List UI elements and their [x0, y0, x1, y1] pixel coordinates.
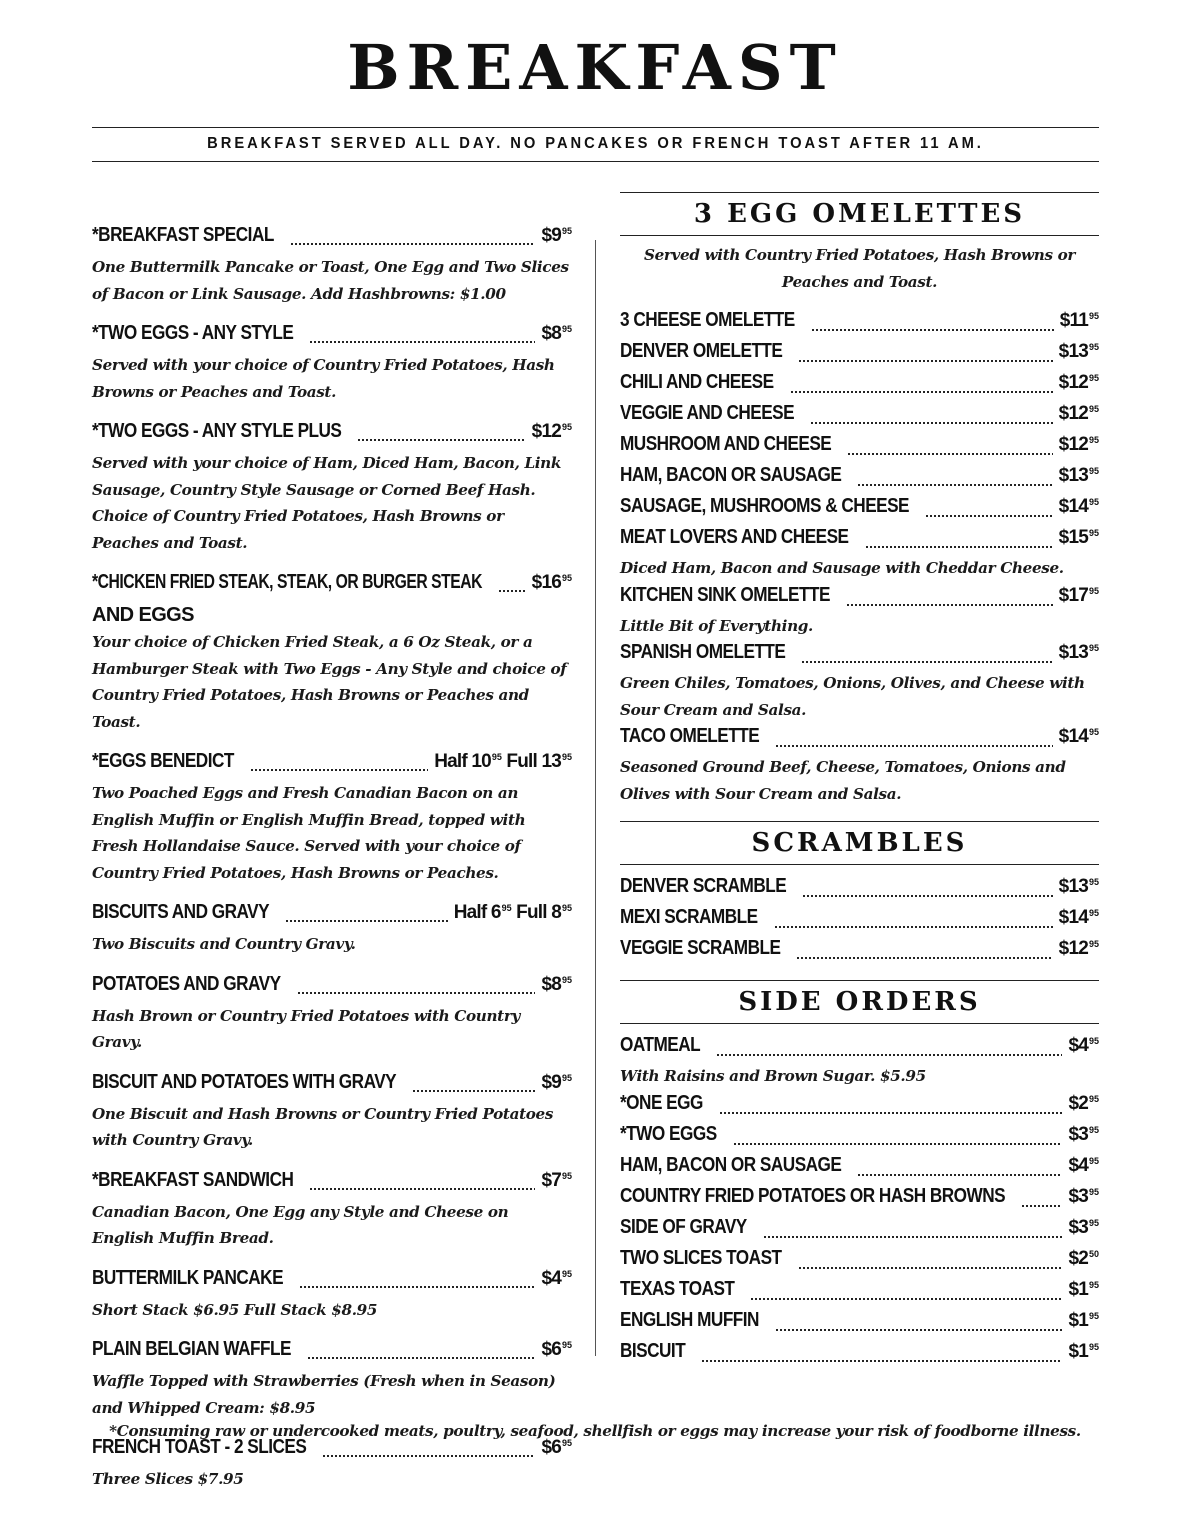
- menu-item-row: [620, 526, 1099, 557]
- menu-item: [92, 322, 572, 405]
- price-dollars: $12: [1058, 434, 1088, 455]
- item-price: [1059, 341, 1099, 363]
- item-price: [1068, 1217, 1099, 1239]
- menu-item: [620, 906, 1099, 937]
- price-dollars: $12: [1058, 403, 1088, 424]
- item-price: [532, 421, 572, 443]
- item-description: With Raisins and Brown Sugar. $5.95: [620, 1067, 926, 1085]
- price-cents: 95: [1088, 342, 1099, 352]
- price-dollars: $6: [541, 1339, 561, 1360]
- menu-item: [620, 371, 1099, 402]
- item-price: [1068, 1279, 1099, 1301]
- item-price: [1059, 403, 1099, 425]
- menu-item: [620, 309, 1099, 340]
- item-price: [541, 1268, 572, 1290]
- menu-item-row: [620, 1216, 1099, 1247]
- menu-item-row: [92, 1267, 572, 1297]
- dot-leader: [701, 1359, 1062, 1363]
- menu-item: [620, 495, 1099, 526]
- item-description: Green Chiles, Tomatoes, Onions, Olives, and Cheese with Sour Cream and Salsa.: [620, 674, 1085, 719]
- item-name: MUSHROOM AND CHEESE: [620, 433, 832, 455]
- item-price: [1060, 310, 1099, 332]
- sides-list: [620, 1034, 1099, 1371]
- menu-item: [92, 901, 572, 958]
- right-column: [620, 192, 1099, 1371]
- menu-item-row: [620, 1340, 1099, 1371]
- dot-leader: [802, 894, 1052, 898]
- dot-leader: [750, 1297, 1062, 1301]
- price-cents: 95: [1088, 311, 1099, 321]
- menu-item: [620, 1309, 1099, 1340]
- menu-item: [620, 875, 1099, 906]
- menu-item-row: [620, 1278, 1099, 1309]
- dot-leader: [309, 1187, 535, 1191]
- price-dollars: $13: [1058, 341, 1088, 362]
- dot-leader: [498, 589, 526, 593]
- menu-item-row: [92, 224, 572, 254]
- price-dollars: $13: [1058, 642, 1088, 663]
- item-price: [454, 902, 572, 924]
- item-price: [1068, 1155, 1099, 1177]
- item-name: SIDE OF GRAVY: [620, 1215, 747, 1238]
- item-description: Waffle Topped with Strawberries (Fresh when in Season) and Whipped Cream: $8.95: [92, 1372, 556, 1417]
- price-cents: 95: [1088, 497, 1099, 507]
- menu-item: [620, 1340, 1099, 1371]
- menu-item: [620, 725, 1099, 807]
- price-cents: 95: [1088, 1310, 1099, 1321]
- price-dollars: $9: [541, 1071, 561, 1093]
- item-name: ENGLISH MUFFIN: [620, 1308, 759, 1331]
- dot-leader: [810, 421, 1053, 425]
- menu-item-row: [620, 1123, 1099, 1154]
- item-price: [1068, 1186, 1099, 1208]
- price-cents: 95: [561, 752, 572, 762]
- price-full: Full 13: [501, 751, 561, 772]
- menu-item-row: [620, 402, 1099, 433]
- dot-leader: [798, 1266, 1063, 1270]
- menu-item-row: [620, 1092, 1099, 1123]
- item-description: Three Slices $7.95: [92, 1470, 244, 1488]
- dot-leader: [846, 603, 1053, 607]
- menu-item-row: [620, 1309, 1099, 1340]
- item-description: Seasoned Ground Beef, Cheese, Tomatoes, Onions and Olives with Sour Cream and Salsa.: [620, 758, 1066, 803]
- dot-leader: [285, 919, 448, 923]
- menu-item: [92, 1169, 572, 1252]
- item-price: [541, 1072, 572, 1094]
- item-name: *EGGS BENEDICT: [92, 750, 234, 772]
- dot-leader: [847, 452, 1052, 456]
- price-dollars: $4: [541, 1267, 561, 1289]
- menu-item: [92, 1267, 572, 1324]
- dot-leader: [796, 956, 1052, 960]
- price-cents: 95: [1088, 466, 1099, 476]
- menu-item: [620, 937, 1099, 968]
- price-dollars: $3: [1068, 1185, 1088, 1207]
- item-name: COUNTRY FRIED POTATOES OR HASH BROWNS: [620, 1184, 1006, 1207]
- subtitle-rule: [92, 161, 1099, 162]
- dot-leader: [309, 340, 535, 344]
- item-description: One Buttermilk Pancake or Toast, One Egg and Two Slices of Bacon or Link Sausage. Add Hashbrowns: $1.00: [92, 258, 569, 303]
- menu-item: [620, 1247, 1099, 1278]
- menu-item-row: [92, 973, 572, 1003]
- price-cents: 95: [1088, 373, 1099, 383]
- item-price: [1068, 1124, 1099, 1146]
- menu-item-row: [620, 495, 1099, 526]
- item-price: [434, 751, 572, 773]
- menu-item: [92, 1338, 572, 1421]
- item-name: HAM, BACON OR SAUSAGE: [620, 464, 842, 486]
- price-dollars: $1: [1068, 1309, 1088, 1331]
- item-price: [541, 1170, 572, 1192]
- price-dollars: $14: [1058, 907, 1088, 928]
- menu-item: [620, 1278, 1099, 1309]
- menu-item: [620, 1092, 1099, 1123]
- dot-leader: [775, 1328, 1062, 1332]
- dot-leader: [412, 1089, 535, 1093]
- item-price: [532, 572, 572, 594]
- dot-leader: [774, 925, 1053, 929]
- menu-item: [620, 1034, 1099, 1090]
- price-cents: 95: [561, 1170, 572, 1181]
- dot-leader: [798, 359, 1052, 363]
- menu-item-row: [620, 433, 1099, 464]
- menu-item: [92, 420, 572, 556]
- price-cents: 95: [1088, 404, 1099, 414]
- item-name: *TWO EGGS - ANY STYLE PLUS: [92, 420, 342, 442]
- price-cents: 95: [1088, 1341, 1099, 1352]
- price-cents: 95: [561, 1340, 572, 1350]
- omelettes-heading: 3 EGG OMELETTES: [620, 192, 1099, 236]
- menu-item: [620, 584, 1099, 640]
- dot-leader: [250, 768, 428, 772]
- price-cents: 95: [561, 226, 572, 236]
- item-price: [1059, 465, 1099, 487]
- left-column: [92, 224, 572, 1508]
- price-dollars: $8: [541, 973, 561, 995]
- menu-item-row: [620, 340, 1099, 371]
- menu-item-row: [92, 322, 572, 352]
- price-cents: 95: [561, 1072, 572, 1083]
- item-description: Two Biscuits and Country Gravy.: [92, 935, 356, 953]
- menu-item: [92, 973, 572, 1056]
- item-price: [1068, 1341, 1099, 1363]
- price-cents: 95: [561, 1268, 572, 1279]
- menu-item-row: [620, 1185, 1099, 1216]
- item-name: *BREAKFAST SPECIAL: [92, 224, 274, 246]
- omelettes-note: Served with Country Fried Potatoes, Hash Browns or Peaches and Toast.: [643, 246, 1076, 291]
- menu-item-row: [92, 750, 572, 780]
- price-cents: 95: [561, 974, 572, 985]
- item-name: POTATOES AND GRAVY: [92, 972, 281, 995]
- dot-leader: [790, 390, 1053, 394]
- menu-item-row: [620, 725, 1099, 756]
- item-description: One Biscuit and Hash Browns or Country Fried Potatoes with Country Gravy.: [92, 1104, 554, 1149]
- scrambles-heading: SCRAMBLES: [620, 821, 1099, 865]
- menu-item-row: [620, 371, 1099, 402]
- item-description: Diced Ham, Bacon and Sausage with Cheddar Cheese.: [620, 559, 1064, 577]
- price-cents: 95: [1088, 1093, 1099, 1104]
- scramble-list: [620, 875, 1099, 968]
- item-name: OATMEAL: [620, 1034, 701, 1056]
- menu-item-row: [620, 641, 1099, 672]
- menu-item-row: [620, 1154, 1099, 1185]
- price-cents: 95: [1088, 1279, 1099, 1290]
- price-dollars: $4: [1068, 1154, 1088, 1176]
- menu-item: [92, 1071, 572, 1154]
- item-name: VEGGIE SCRAMBLE: [620, 937, 781, 959]
- price-cents: 95: [1088, 908, 1099, 918]
- price-dollars: $17: [1058, 584, 1088, 606]
- menu-item-row: [620, 937, 1099, 968]
- price-cents: 95: [561, 573, 572, 583]
- item-name: *BREAKFAST SANDWICH: [92, 1168, 294, 1191]
- menu-item: [92, 750, 572, 886]
- dot-leader: [322, 1454, 535, 1458]
- price-cents: 95: [1088, 1155, 1099, 1166]
- price-dollars: $8: [541, 323, 561, 344]
- price-dollars: $13: [1058, 876, 1088, 897]
- item-price: [1068, 1093, 1099, 1115]
- item-name: TACO OMELETTE: [620, 725, 760, 747]
- price-dollars: $13: [1058, 465, 1088, 486]
- price-full: Full 8: [511, 902, 561, 923]
- item-price: [1059, 726, 1099, 748]
- menu-item-row: [92, 420, 572, 450]
- dot-leader: [716, 1053, 1062, 1057]
- dot-leader: [857, 483, 1052, 487]
- item-name: SPANISH OMELETTE: [620, 641, 786, 663]
- item-description: Hash Brown or Country Fried Potatoes with Country Gravy.: [92, 1006, 520, 1051]
- price-dollars: $14: [1058, 726, 1088, 747]
- dot-leader: [857, 1173, 1062, 1177]
- sides-heading: SIDE ORDERS: [620, 980, 1099, 1024]
- price-dollars: $2: [1068, 1092, 1088, 1114]
- item-name: SAUSAGE, MUSHROOMS & CHEESE: [620, 495, 910, 517]
- menu-item-row: [620, 464, 1099, 495]
- price-cents: 95: [561, 903, 572, 913]
- menu-item-row: [92, 1436, 572, 1466]
- item-price: [541, 1339, 572, 1361]
- item-name: BISCUIT: [620, 1339, 686, 1362]
- price-cents: 50: [1088, 1248, 1099, 1259]
- price-dollars: $16: [531, 572, 561, 593]
- price-dollars: $9: [541, 225, 561, 246]
- item-name: BUTTERMILK PANCAKE: [92, 1266, 284, 1289]
- dot-leader: [297, 991, 536, 995]
- menu-item-row: [620, 309, 1099, 340]
- column-divider: [595, 240, 596, 1356]
- menu-item: [92, 224, 572, 307]
- item-name: *CHICKEN FRIED STEAK, STEAK, OR BURGER STEAK: [92, 571, 482, 593]
- menu-item: [620, 1216, 1099, 1247]
- item-name: VEGGIE AND CHEESE: [620, 402, 795, 424]
- price-cents: 95: [561, 1438, 572, 1448]
- price-dollars: $12: [1058, 938, 1088, 959]
- item-description: Canadian Bacon, One Egg any Style and Cheese on English Muffin Bread.: [92, 1202, 509, 1247]
- price-cents: 95: [1088, 1036, 1099, 1046]
- item-name: BISCUITS AND GRAVY: [92, 901, 270, 923]
- item-price: [1059, 434, 1099, 456]
- price-dollars: $6: [541, 1437, 561, 1458]
- menu-item-row: [92, 1071, 572, 1101]
- price-cents: 95: [1088, 643, 1099, 653]
- item-description: Your choice of Chicken Fried Steak, a 6 Oz Steak, or a Hamburger Steak with Two Eggs - Any Style and choice of Country Fried Potatoes, Hash Browns or Peaches and Toast.: [92, 633, 567, 731]
- price-dollars: $7: [541, 1169, 561, 1191]
- item-price: [1059, 907, 1099, 929]
- menu-item: [620, 1154, 1099, 1185]
- price-dollars: $4: [1068, 1035, 1088, 1056]
- menu-subtitle: BREAKFAST SERVED ALL DAY. NO PANCAKES OR FRENCH TOAST AFTER 11 AM.: [207, 135, 984, 152]
- dot-leader: [775, 744, 1052, 748]
- menu-item-row: [620, 875, 1099, 906]
- item-price: [541, 974, 572, 996]
- dot-leader: [925, 514, 1053, 518]
- item-price: [1059, 372, 1099, 394]
- menu-item: [620, 402, 1099, 433]
- price-half: Half 6: [453, 902, 501, 923]
- item-name: TWO SLICES TOAST: [620, 1246, 782, 1269]
- price-dollars: $3: [1068, 1216, 1088, 1238]
- price-cents: 95: [1088, 939, 1099, 949]
- item-price: [541, 225, 572, 247]
- price-dollars: $12: [531, 421, 561, 442]
- item-name: *TWO EGGS: [620, 1122, 717, 1145]
- item-name: 3 CHEESE OMELETTE: [620, 309, 795, 331]
- item-price: [1059, 585, 1099, 607]
- item-price: [1068, 1035, 1099, 1057]
- price-cents: 95: [1088, 1124, 1099, 1135]
- item-name: CHILI AND CHEESE: [620, 371, 774, 393]
- menu-item-row: [620, 906, 1099, 937]
- menu-item-row: [620, 1034, 1099, 1065]
- dot-leader: [1021, 1204, 1062, 1208]
- item-price: [1068, 1248, 1099, 1270]
- top-rule: [92, 127, 1099, 128]
- item-description: Two Poached Eggs and Fresh Canadian Bacon on an English Muffin or English Muffin Bread, topped with Fresh Hollandaise Sauce. Served with your choice of Country Fried Potatoes, Hash Browns or Peaches.: [92, 784, 526, 882]
- menu-item-row: [620, 1247, 1099, 1278]
- menu-item: [92, 571, 572, 735]
- price-half: Half 10: [434, 751, 491, 772]
- price-cents: 95: [491, 752, 502, 762]
- price-cents: 95: [561, 324, 572, 334]
- price-cents: 95: [1088, 435, 1099, 445]
- item-price: [1059, 527, 1099, 549]
- item-name: DENVER SCRAMBLE: [620, 875, 787, 897]
- price-cents: 95: [1088, 1217, 1099, 1228]
- price-cents: 95: [561, 422, 572, 432]
- item-name: MEXI SCRAMBLE: [620, 906, 758, 928]
- dot-leader: [357, 438, 525, 442]
- dot-leader: [719, 1111, 1063, 1115]
- menu-item: [620, 1185, 1099, 1216]
- item-name: DENVER OMELETTE: [620, 340, 783, 362]
- menu-item: [620, 464, 1099, 495]
- price-dollars: $14: [1058, 496, 1088, 517]
- menu-item: [92, 1436, 572, 1493]
- item-name: *TWO EGGS - ANY STYLE: [92, 322, 294, 344]
- price-cents: 95: [501, 903, 512, 913]
- item-description: Little Bit of Everything.: [620, 616, 813, 635]
- item-price: [1059, 938, 1099, 960]
- item-price: [541, 323, 572, 345]
- item-description: Served with your choice of Ham, Diced Ham, Bacon, Link Sausage, Country Style Sausage or Corned Beef Hash. Choice of Country Fried Potatoes, Hash Browns or Peaches and Toast.: [92, 454, 562, 552]
- menu-item-row: [92, 901, 572, 931]
- price-cents: 95: [1088, 1186, 1099, 1197]
- item-name-continued: AND EGGS: [92, 604, 194, 626]
- price-dollars: $11: [1059, 310, 1088, 331]
- item-name: PLAIN BELGIAN WAFFLE: [92, 1338, 291, 1360]
- menu-item: [620, 526, 1099, 582]
- price-cents: 95: [1088, 528, 1099, 538]
- dot-leader: [865, 545, 1053, 549]
- item-price: [1059, 876, 1099, 898]
- menu-item-row: [620, 584, 1099, 615]
- dot-leader: [811, 328, 1054, 332]
- dot-leader: [299, 1285, 535, 1289]
- price-cents: 95: [1088, 877, 1099, 887]
- dot-leader: [733, 1142, 1063, 1146]
- item-price: [1059, 496, 1099, 518]
- price-dollars: $1: [1068, 1278, 1088, 1300]
- dot-leader: [801, 660, 1052, 664]
- health-footnote: *Consuming raw or undercooked meats, poultry, seafood, shellfish or eggs may increase your risk of foodborne illness.: [109, 1422, 1081, 1440]
- dot-leader: [307, 1356, 535, 1360]
- price-dollars: $12: [1058, 372, 1088, 393]
- menu-title: BREAKFAST: [347, 31, 843, 104]
- menu-item-row: [92, 1169, 572, 1199]
- menu-item: [620, 1123, 1099, 1154]
- item-name: FRENCH TOAST - 2 SLICES: [92, 1436, 307, 1458]
- item-description: Served with your choice of Country Fried Potatoes, Hash Browns or Peaches and Toast.: [92, 356, 555, 401]
- omelette-list: [620, 309, 1099, 807]
- item-price: [1059, 642, 1099, 664]
- price-dollars: $2: [1068, 1247, 1088, 1269]
- price-cents: 95: [1088, 727, 1099, 737]
- menu-item: [620, 340, 1099, 371]
- menu-item: [620, 641, 1099, 723]
- item-name: HAM, BACON OR SAUSAGE: [620, 1153, 842, 1176]
- menu-item-row: [92, 1338, 572, 1368]
- item-name: MEAT LOVERS AND CHEESE: [620, 526, 849, 548]
- price-dollars: $15: [1058, 527, 1088, 548]
- menu-item-row: [92, 571, 572, 601]
- item-name: KITCHEN SINK OMELETTE: [620, 583, 830, 606]
- item-price: [1068, 1310, 1099, 1332]
- item-name: BISCUIT AND POTATOES WITH GRAVY: [92, 1070, 397, 1093]
- item-name: *ONE EGG: [620, 1091, 703, 1114]
- price-dollars: $1: [1068, 1340, 1088, 1362]
- dot-leader: [290, 242, 536, 246]
- item-price: [541, 1437, 572, 1459]
- item-description: Short Stack $6.95 Full Stack $8.95: [92, 1300, 378, 1319]
- item-name: TEXAS TOAST: [620, 1277, 735, 1300]
- price-dollars: $3: [1068, 1123, 1088, 1145]
- dot-leader: [763, 1235, 1063, 1239]
- price-cents: 95: [1088, 585, 1099, 596]
- menu-item: [620, 433, 1099, 464]
